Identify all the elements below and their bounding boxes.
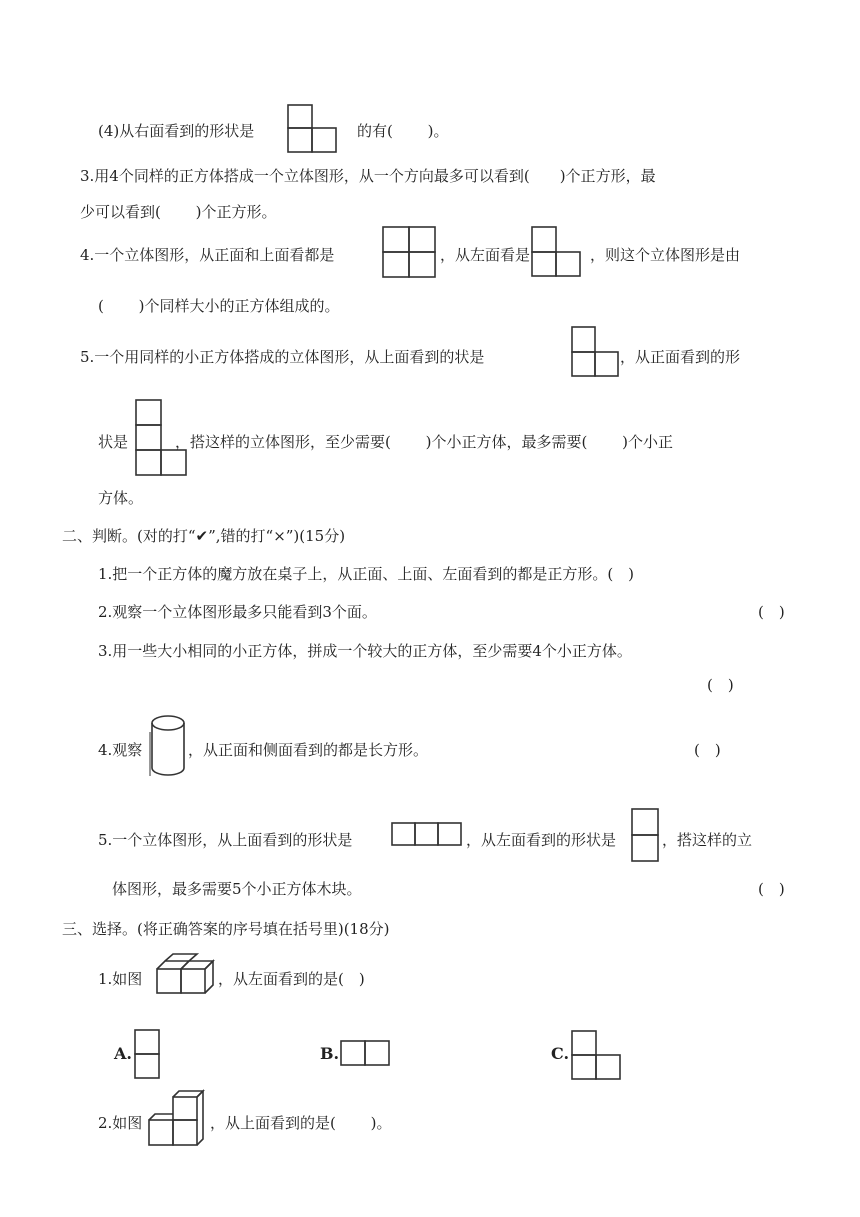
option-c-label[interactable]: C. (551, 1044, 570, 1063)
s2-q5-paren: ( ) (758, 880, 785, 898)
two-square-column-icon (631, 808, 661, 864)
s2-q4b: ，从正面和侧面看到的都是长方形。 (188, 741, 429, 759)
left-view-shape-icon (531, 226, 583, 278)
q3-line2: 少可以看到( )个正方形。 (80, 203, 277, 221)
cylinder-icon (148, 714, 188, 778)
q4-line2: ( )个同样大小的正方体组成的。 (98, 297, 340, 315)
s2-q5c: ，搭这样的立 (662, 831, 753, 849)
q4-sub-after: 的有( )。 (357, 122, 449, 140)
option-b-label[interactable]: B. (320, 1044, 340, 1063)
s2-q5a: 5.一个立体图形，从上面看到的形状是 (98, 831, 353, 849)
q3-line1: 3.用4个同样的正方体搭成一个立体图形，从一个方向最多可以看到( )个正方形，最 (80, 167, 656, 185)
top-view-shape-icon (571, 326, 621, 378)
q5-line3: 方体。 (98, 489, 144, 507)
q4-part3: ，则这个立体图形是由 (590, 246, 741, 264)
right-view-shape-icon (287, 104, 339, 154)
s3-q1a: 1.如图 (98, 970, 143, 988)
q5-line2b: ，搭这样的立体图形，至少需要( )个小正方体，最多需要( )个小正 (175, 433, 673, 451)
section2-heading: 二、判断。(对的打“✔”,错的打“×”)(15分) (62, 527, 346, 545)
option-b-shape-icon[interactable] (340, 1040, 392, 1068)
three-square-row-icon (391, 822, 465, 848)
option-c-shape-icon[interactable] (571, 1030, 623, 1082)
q5-part1: 5.一个用同样的小正方体搭成的立体图形，从上面看到的状是 (80, 348, 485, 366)
q4-part1: 4.一个立体图形，从正面和上面看都是 (80, 246, 335, 264)
s2-q2: 2.观察一个立体图形最多只能看到3个面。 (98, 603, 377, 621)
front-top-view-grid-icon (382, 226, 438, 278)
s3-q1b: ，从左面看到的是( ) (218, 970, 365, 988)
s3-q2b: ，从上面看到的是( )。 (210, 1114, 392, 1132)
option-a-label[interactable]: A. (114, 1044, 132, 1063)
s2-q1: 1.把一个正方体的魔方放在桌子上，从正面、上面、左面看到的都是正方形。( ) (98, 565, 635, 583)
section3-heading: 三、选择。(将正确答案的序号填在括号里)(18分) (62, 920, 390, 938)
s2-q3-paren: ( ) (707, 676, 734, 694)
s2-q2-paren: ( ) (758, 603, 785, 621)
s2-q5-line2: 体图形，最多需要5个小正方体木块。 (112, 880, 362, 898)
s2-q4a: 4.观察 (98, 741, 143, 759)
option-a-shape-icon[interactable] (134, 1029, 164, 1081)
cube-stack-figure-2-icon (148, 1090, 208, 1148)
s2-q5b: ，从左面看到的形状是 (466, 831, 617, 849)
s2-q4-paren: ( ) (694, 741, 721, 759)
q4-part2: ，从左面看是 (440, 246, 531, 264)
q5-part2: ，从正面看到的形 (620, 348, 741, 366)
q5-line2a: 状是 (98, 433, 129, 451)
s3-q2a: 2.如图 (98, 1114, 143, 1132)
q4-sub-before: (4)从右面看到的形状是 (98, 122, 255, 140)
cube-stack-figure-1-icon (156, 953, 214, 997)
s2-q3: 3.用一些大小相同的小正方体，拼成一个较大的正方体，至少需要4个小正方体。 (98, 642, 632, 660)
